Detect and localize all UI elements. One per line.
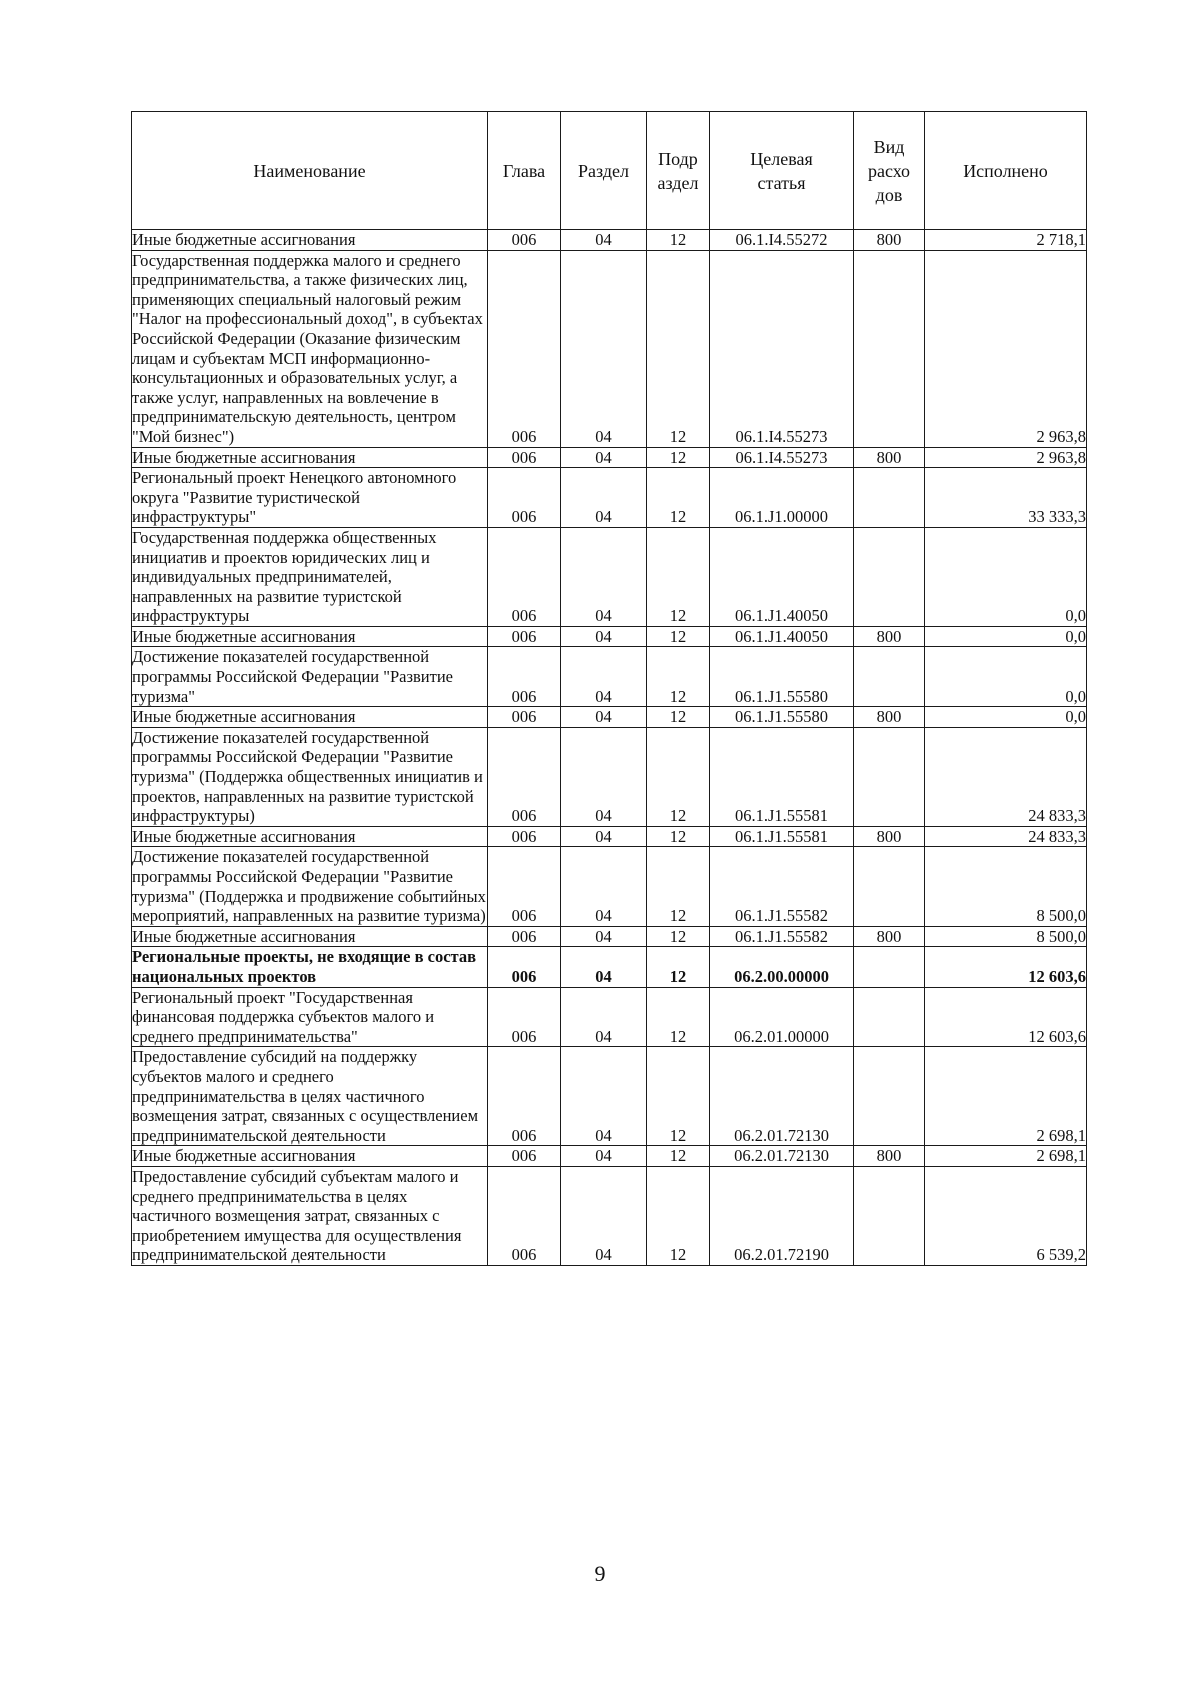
- table-row: [132, 947, 1087, 987]
- row-razdel: 04: [561, 447, 647, 468]
- table-row: [132, 647, 1087, 707]
- row-name-text: Иные бюджетные ассигнования: [132, 707, 356, 727]
- row-vid-raskhodov: [854, 647, 925, 707]
- table-row: [132, 987, 1087, 1047]
- row-razdel: 04: [561, 826, 647, 847]
- header-podrazdel: Подр аздел: [647, 112, 710, 230]
- row-vid-raskhodov: [854, 987, 925, 1047]
- row-podrazdel: 12: [647, 647, 710, 707]
- row-glava: 006: [488, 1146, 561, 1167]
- row-razdel: 04: [561, 926, 647, 947]
- row-name-text: Достижение показателей государственной программы Российской Федерации "Развитие туризма" (Поддержка и продвижение событийных мероприятий, направленных на развитие туризма): [132, 847, 486, 926]
- row-podrazdel: 12: [647, 1166, 710, 1265]
- row-name: [132, 230, 488, 251]
- row-glava: 006: [488, 626, 561, 647]
- row-razdel: 04: [561, 250, 647, 447]
- row-name-text: Региональный проект "Государственная финансовая поддержка субъектов малого и среднего предпринимательства": [132, 987, 435, 1046]
- row-vid-raskhodov: 800: [854, 626, 925, 647]
- row-vid-raskhodov: 800: [854, 707, 925, 728]
- row-vid-raskhodov: [854, 1166, 925, 1265]
- row-glava: 006: [488, 250, 561, 447]
- row-ispolneno: 8 500,0: [925, 926, 1087, 947]
- row-razdel: 04: [561, 1146, 647, 1167]
- row-name: [132, 1166, 488, 1265]
- row-podrazdel: 12: [647, 1047, 710, 1146]
- row-podrazdel: 12: [647, 947, 710, 987]
- row-podrazdel: 12: [647, 826, 710, 847]
- row-ispolneno: 2 963,8: [925, 447, 1087, 468]
- row-name: [132, 1047, 488, 1146]
- row-name: [132, 826, 488, 847]
- row-razdel: 04: [561, 987, 647, 1047]
- row-podrazdel: 12: [647, 987, 710, 1047]
- row-ispolneno: 33 333,3: [925, 468, 1087, 528]
- table-row: [132, 626, 1087, 647]
- row-glava: 006: [488, 826, 561, 847]
- row-ispolneno: 2 718,1: [925, 230, 1087, 251]
- row-razdel: 04: [561, 947, 647, 987]
- table-row: [132, 250, 1087, 447]
- row-celevaya-statya: 06.2.01.72130: [710, 1047, 854, 1146]
- table-row: [132, 847, 1087, 926]
- row-ispolneno: 12 603,6: [925, 947, 1087, 987]
- table-row: [132, 1166, 1087, 1265]
- row-podrazdel: 12: [647, 250, 710, 447]
- row-glava: 006: [488, 447, 561, 468]
- row-razdel: 04: [561, 727, 647, 826]
- table-row: [132, 1146, 1087, 1167]
- row-ispolneno: 2 698,1: [925, 1047, 1087, 1146]
- row-ispolneno: 6 539,2: [925, 1166, 1087, 1265]
- row-celevaya-statya: 06.2.01.72130: [710, 1146, 854, 1167]
- row-celevaya-statya: 06.1.J1.55581: [710, 826, 854, 847]
- row-vid-raskhodov: [854, 468, 925, 528]
- row-name-text: Региональный проект Ненецкого автономного округа "Развитие туристической инфраструктуры": [132, 468, 457, 527]
- row-name-text: Иные бюджетные ассигнования: [132, 926, 356, 946]
- row-vid-raskhodov: [854, 727, 925, 826]
- row-glava: 006: [488, 926, 561, 947]
- row-name: [132, 947, 488, 987]
- row-ispolneno: 2 698,1: [925, 1146, 1087, 1167]
- row-razdel: 04: [561, 527, 647, 626]
- row-name: [132, 1146, 488, 1167]
- row-celevaya-statya: 06.2.00.00000: [710, 947, 854, 987]
- row-podrazdel: 12: [647, 468, 710, 528]
- row-razdel: 04: [561, 626, 647, 647]
- header-name: Наименование: [132, 112, 488, 230]
- row-glava: 006: [488, 1166, 561, 1265]
- row-podrazdel: 12: [647, 626, 710, 647]
- row-celevaya-statya: 06.1.J1.55582: [710, 926, 854, 947]
- row-glava: 006: [488, 1047, 561, 1146]
- table-row: [132, 230, 1087, 251]
- row-ispolneno: 0,0: [925, 626, 1087, 647]
- row-podrazdel: 12: [647, 230, 710, 251]
- row-name-text: Государственная поддержка общественных инициатив и проектов юридических лиц и индивидуальных предпринимателей, направленных на развитие туристской инфраструктуры: [132, 527, 437, 626]
- row-glava: 006: [488, 647, 561, 707]
- row-name-text: Региональные проекты, не входящие в состав национальных проектов: [132, 947, 476, 986]
- row-razdel: 04: [561, 1047, 647, 1146]
- row-vid-raskhodov: [854, 947, 925, 987]
- row-celevaya-statya: 06.1.I4.55273: [710, 447, 854, 468]
- row-celevaya-statya: 06.1.J1.40050: [710, 626, 854, 647]
- row-name: [132, 987, 488, 1047]
- table-body: [132, 230, 1087, 1266]
- row-podrazdel: 12: [647, 727, 710, 826]
- row-podrazdel: 12: [647, 926, 710, 947]
- header-ispolneno: Исполнено: [925, 112, 1087, 230]
- row-name-text: Государственная поддержка малого и среднего предпринимательства, а также физических лиц, применяющих специальный налоговый режим "Налог на профессиональный доход", в субъектах Российской Федерации (Оказание физическим лицам и субъектам МСП информационно-консультационных и образовательных услуг, а также услуг, направленных на вовлечение в предпринимательскую деятельность, центром "Мой бизнес"): [132, 250, 483, 446]
- row-celevaya-statya: 06.1.J1.55582: [710, 847, 854, 926]
- row-vid-raskhodov: 800: [854, 1146, 925, 1167]
- row-name-text: Достижение показателей государственной программы Российской Федерации "Развитие туризма": [132, 647, 453, 706]
- row-celevaya-statya: 06.1.J1.55580: [710, 707, 854, 728]
- row-name: [132, 647, 488, 707]
- row-name-text: Предоставление субсидий субъектам малого и среднего предпринимательства в целях частичного возмещения затрат, связанных с приобретением имущества для осуществления предпринимательской деятельности: [132, 1166, 462, 1265]
- row-ispolneno: 24 833,3: [925, 727, 1087, 826]
- header-vid-raskhodov: Вид расхо дов: [854, 112, 925, 230]
- row-vid-raskhodov: 800: [854, 230, 925, 251]
- row-ispolneno: 2 963,8: [925, 250, 1087, 447]
- row-celevaya-statya: 06.1.J1.40050: [710, 527, 854, 626]
- row-name-text: Иные бюджетные ассигнования: [132, 230, 356, 249]
- row-vid-raskhodov: 800: [854, 447, 925, 468]
- row-podrazdel: 12: [647, 707, 710, 728]
- header-glava: Глава: [488, 112, 561, 230]
- row-ispolneno: 0,0: [925, 527, 1087, 626]
- row-vid-raskhodov: [854, 1047, 925, 1146]
- row-razdel: 04: [561, 1166, 647, 1265]
- row-name: [132, 250, 488, 447]
- row-celevaya-statya: 06.1.J1.55581: [710, 727, 854, 826]
- row-podrazdel: 12: [647, 1146, 710, 1167]
- row-celevaya-statya: 06.1.I4.55272: [710, 230, 854, 251]
- row-name-text: Предоставление субсидий на поддержку субъектов малого и среднего предпринимательства в целях частичного возмещения затрат, связанных с осуществлением предпринимательской деятельности: [132, 1047, 479, 1145]
- table-row: [132, 1047, 1087, 1146]
- row-vid-raskhodov: [854, 250, 925, 447]
- page-number: 9: [594, 1561, 606, 1586]
- table-row: [132, 826, 1087, 847]
- row-name-text: Иные бюджетные ассигнования: [132, 447, 356, 467]
- row-celevaya-statya: 06.2.01.00000: [710, 987, 854, 1047]
- row-celevaya-statya: 06.1.I4.55273: [710, 250, 854, 447]
- row-celevaya-statya: 06.1.J1.55580: [710, 647, 854, 707]
- row-razdel: 04: [561, 707, 647, 728]
- table-row: [132, 707, 1087, 728]
- row-glava: 006: [488, 947, 561, 987]
- row-razdel: 04: [561, 230, 647, 251]
- row-podrazdel: 12: [647, 847, 710, 926]
- row-glava: 006: [488, 847, 561, 926]
- row-razdel: 04: [561, 468, 647, 528]
- row-name-text: Иные бюджетные ассигнования: [132, 1146, 356, 1166]
- header-celevaya-statya: Целевая статья: [710, 112, 854, 230]
- row-podrazdel: 12: [647, 447, 710, 468]
- row-name-text: Иные бюджетные ассигнования: [132, 626, 356, 646]
- budget-execution-table: [131, 111, 1087, 1266]
- row-glava: 006: [488, 468, 561, 528]
- row-ispolneno: 12 603,6: [925, 987, 1087, 1047]
- row-vid-raskhodov: 800: [854, 926, 925, 947]
- row-vid-raskhodov: [854, 527, 925, 626]
- header-razdel: Раздел: [561, 112, 647, 230]
- row-vid-raskhodov: 800: [854, 826, 925, 847]
- row-name: [132, 847, 488, 926]
- row-celevaya-statya: 06.1.J1.00000: [710, 468, 854, 528]
- row-glava: 006: [488, 707, 561, 728]
- row-name: [132, 626, 488, 647]
- table-row: [132, 447, 1087, 468]
- row-name: [132, 527, 488, 626]
- row-name: [132, 727, 488, 826]
- table-row: [132, 926, 1087, 947]
- row-name: [132, 707, 488, 728]
- row-podrazdel: 12: [647, 527, 710, 626]
- row-ispolneno: 24 833,3: [925, 826, 1087, 847]
- row-celevaya-statya: 06.2.01.72190: [710, 1166, 854, 1265]
- row-name-text: Иные бюджетные ассигнования: [132, 826, 356, 846]
- row-vid-raskhodov: [854, 847, 925, 926]
- row-razdel: 04: [561, 647, 647, 707]
- table-row: [132, 468, 1087, 528]
- row-ispolneno: 0,0: [925, 707, 1087, 728]
- row-glava: 006: [488, 527, 561, 626]
- row-razdel: 04: [561, 847, 647, 926]
- table-row: [132, 727, 1087, 826]
- row-name-text: Достижение показателей государственной программы Российской Федерации "Развитие туризма" (Поддержка общественных инициатив и проектов, направленных на развитие туристской инфраструктуры): [132, 727, 483, 826]
- row-ispolneno: 0,0: [925, 647, 1087, 707]
- row-glava: 006: [488, 230, 561, 251]
- row-ispolneno: 8 500,0: [925, 847, 1087, 926]
- row-name: [132, 447, 488, 468]
- row-name: [132, 468, 488, 528]
- row-name: [132, 926, 488, 947]
- row-glava: 006: [488, 727, 561, 826]
- table-header: [132, 112, 1087, 230]
- row-glava: 006: [488, 987, 561, 1047]
- table-row: [132, 527, 1087, 626]
